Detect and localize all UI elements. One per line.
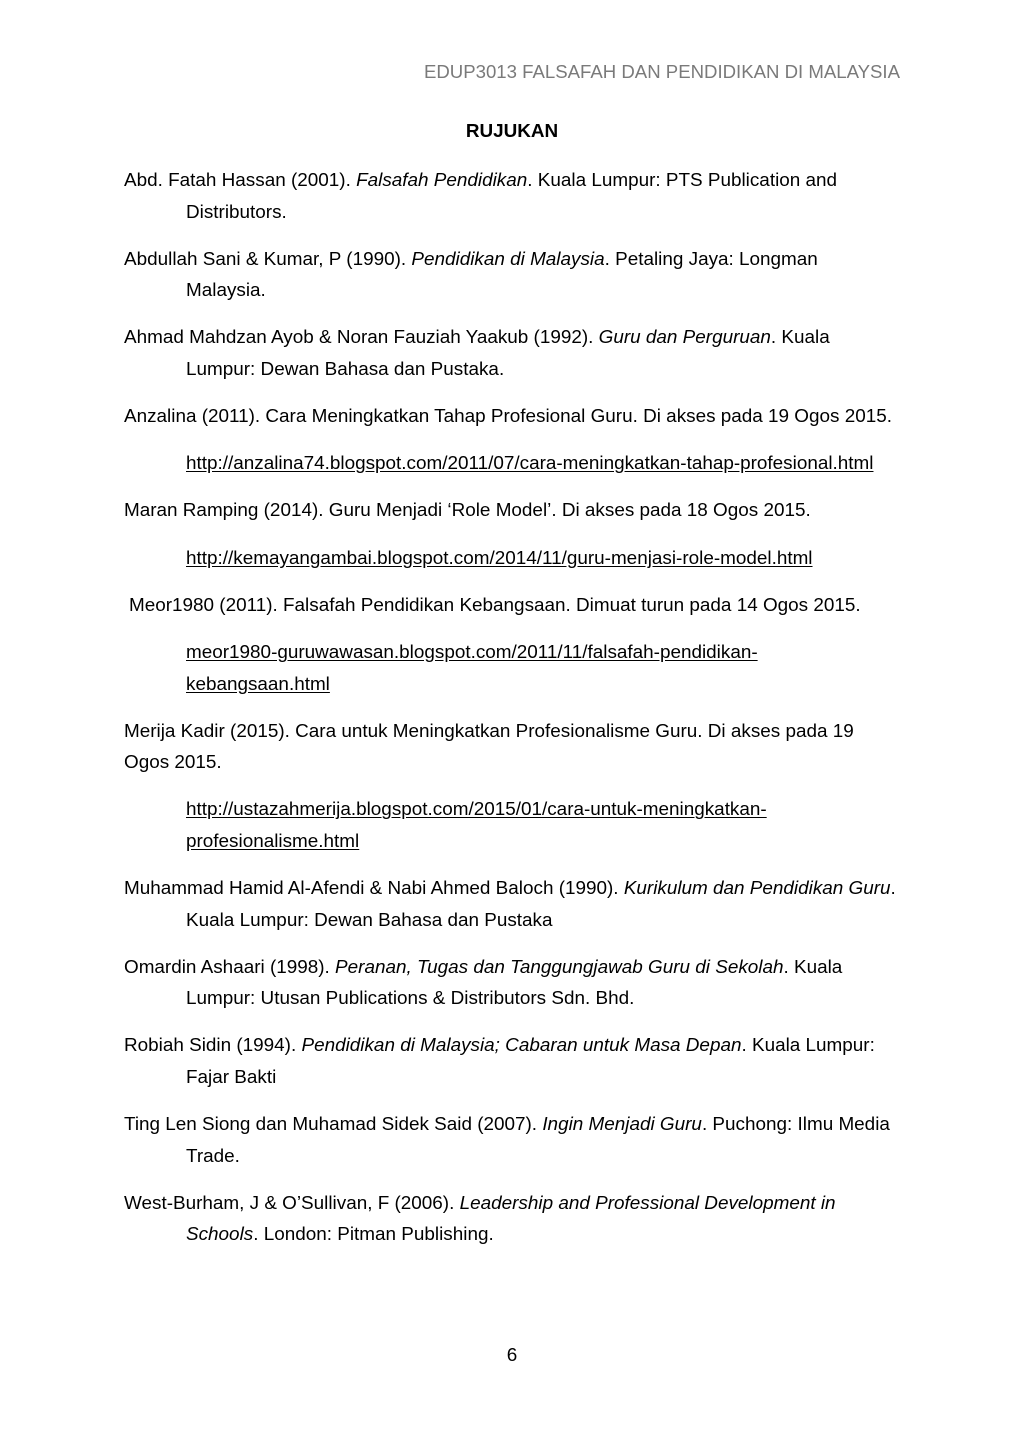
reference-text: Ting Len Siong dan Muhamad Sidek Said (2007).	[124, 1114, 543, 1136]
reference-line	[124, 495, 964, 527]
reference-work-title: Kurikulum dan Pendidikan Guru	[623, 878, 891, 900]
reference-hyperlink[interactable]: http://kemayangambai.blogspot.com/2014/11/guru-menjasi-role-model.html	[186, 547, 813, 569]
reference-text: Omardin Ashaari (1998).	[124, 956, 336, 978]
reference-text: Muhammad Hamid Al-Afendi & Nabi Ahmed Baloch (1990).	[124, 878, 624, 900]
reference-entry	[124, 322, 964, 385]
reference-list	[124, 165, 964, 1267]
reference-text: West-Burham, J & O’Sullivan, F (2006).	[124, 1192, 460, 1214]
reference-text: Lumpur: Dewan Bahasa dan Pustaka.	[186, 358, 505, 380]
reference-text: Robiah Sidin (1994).	[124, 1035, 302, 1057]
reference-work-title: Ingin Menjadi Guru	[542, 1114, 702, 1136]
reference-work-title: Falsafah Pendidikan	[356, 170, 528, 191]
reference-entry	[124, 1109, 964, 1172]
reference-entry	[124, 873, 964, 936]
reference-text: Abdullah Sani & Kumar, P (1990).	[124, 248, 412, 270]
reference-url-line	[124, 669, 964, 701]
reference-url-line	[124, 448, 964, 480]
reference-url-block	[124, 543, 964, 575]
reference-entry	[124, 952, 964, 1015]
reference-line	[124, 1109, 964, 1141]
reference-text: . Kuala Lumpur:	[741, 1035, 875, 1057]
reference-entry	[124, 495, 964, 527]
reference-line	[124, 873, 964, 905]
reference-text: Anzalina (2011). Cara Meningkatkan Tahap Profesional Guru. Di akses pada 19 Ogos 2015.	[124, 406, 892, 428]
reference-line	[124, 275, 964, 307]
reference-text: Malaysia.	[186, 280, 266, 302]
reference-line	[124, 1219, 964, 1251]
reference-work-title: Leadership and Professional Development in	[459, 1192, 836, 1214]
reference-text: Meor1980 (2011). Falsafah Pendidikan Kebangsaan. Dimuat turun pada 14 Ogos 2015.	[129, 594, 861, 616]
section-title: RUJUKAN	[465, 121, 559, 142]
reference-entry	[124, 1188, 964, 1251]
reference-line	[124, 983, 964, 1015]
reference-line	[124, 1030, 964, 1062]
reference-text: .	[890, 878, 896, 900]
reference-text: Merija Kadir (2015). Cara untuk Meningkatkan Profesionalisme Guru. Di akses pada 19	[124, 720, 854, 742]
reference-work-title: Schools	[186, 1224, 254, 1246]
running-header: EDUP3013 FALSAFAH DAN PENDIDIKAN DI MALAYSIA	[423, 61, 900, 82]
page-number: 6	[506, 1345, 518, 1366]
reference-text: Maran Ramping (2014). Guru Menjadi ‘Role Model’. Di akses pada 18 Ogos 2015.	[124, 500, 811, 522]
reference-line	[124, 354, 964, 386]
reference-text: Fajar Bakti	[186, 1066, 277, 1088]
reference-url-block	[124, 448, 964, 480]
reference-work-title: Peranan, Tugas dan Tanggungjawab Guru di Sekolah	[335, 956, 784, 978]
reference-line	[124, 590, 964, 622]
reference-text: Ahmad Mahdzan Ayob & Noran Fauziah Yaakub (1992).	[124, 327, 599, 349]
reference-url-line	[124, 826, 964, 858]
reference-entry	[124, 716, 964, 779]
reference-hyperlink[interactable]: profesionalisme.html	[186, 830, 360, 852]
reference-url-line	[124, 794, 964, 826]
reference-line	[124, 952, 964, 984]
reference-entry	[124, 244, 964, 307]
reference-work-title: Guru dan Perguruan	[598, 327, 771, 349]
reference-line	[124, 1188, 964, 1220]
reference-line	[124, 197, 964, 229]
reference-line	[124, 716, 964, 748]
reference-text: . Kuala Lumpur: PTS Publication and	[527, 170, 838, 191]
reference-line	[124, 322, 964, 354]
reference-url-line	[124, 637, 964, 669]
reference-url-line	[124, 543, 964, 575]
reference-text: . Kuala	[783, 956, 843, 978]
reference-hyperlink[interactable]: meor1980-guruwawasan.blogspot.com/2011/11/falsafah-pendidikan-	[186, 642, 758, 663]
reference-entry	[124, 590, 964, 622]
reference-work-title: Pendidikan di Malaysia	[411, 248, 605, 270]
reference-text: Lumpur: Utusan Publications & Distributors Sdn. Bhd.	[186, 988, 635, 1010]
reference-line	[124, 905, 964, 937]
reference-entry	[124, 1030, 964, 1093]
reference-text: Kuala Lumpur: Dewan Bahasa dan Pustaka	[186, 909, 553, 931]
reference-work-title: Pendidikan di Malaysia; Cabaran untuk Masa Depan	[301, 1035, 742, 1057]
reference-line	[124, 1141, 964, 1173]
reference-text: . Puchong: Ilmu Media	[701, 1114, 890, 1136]
reference-text: Trade.	[186, 1145, 240, 1167]
reference-hyperlink[interactable]: kebangsaan.html	[186, 673, 330, 695]
reference-text: . London: Pitman Publishing.	[253, 1224, 494, 1246]
reference-entry	[124, 165, 964, 228]
reference-entry	[124, 401, 964, 433]
reference-text: . Petaling Jaya: Longman	[604, 248, 818, 270]
reference-text: Ogos 2015.	[124, 752, 222, 774]
reference-line	[124, 747, 964, 779]
reference-url-block	[124, 637, 964, 700]
reference-hyperlink[interactable]: http://anzalina74.blogspot.com/2011/07/cara-meningkatkan-tahap-profesional.html	[186, 453, 874, 475]
reference-text: Distributors.	[186, 201, 287, 223]
reference-text: . Kuala	[770, 327, 830, 349]
reference-line	[124, 244, 964, 276]
reference-text: Abd. Fatah Hassan (2001).	[124, 170, 357, 191]
reference-hyperlink[interactable]: http://ustazahmerija.blogspot.com/2015/01/cara-untuk-meningkatkan-	[186, 799, 767, 821]
reference-line	[124, 1062, 964, 1094]
reference-line	[124, 401, 964, 433]
reference-line	[124, 165, 964, 197]
reference-url-block	[124, 794, 964, 857]
